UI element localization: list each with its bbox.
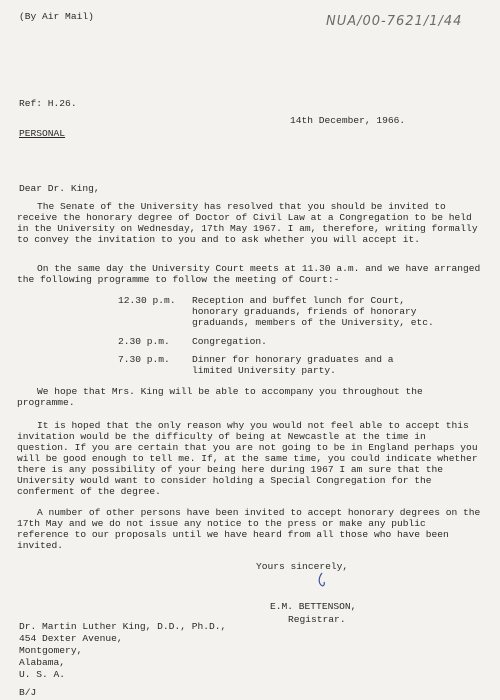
paragraph-mrs-king-text: We hope that Mrs. King will be able to accompany you throughout the programme. <box>17 386 423 408</box>
programme-item <box>118 336 488 348</box>
complimentary-close: Yours sincerely, <box>256 561 349 572</box>
paragraph-confidentiality <box>17 507 483 551</box>
programme-description: Reception and buffet lunch for Court, honorary graduands, friends of honorary graduands, members of the University, etc. <box>192 295 434 328</box>
recipient-country: U. S. A. <box>19 669 66 680</box>
personal-heading: PERSONAL <box>19 128 66 139</box>
signatory-name: E.M. BETTENSON, <box>270 601 357 612</box>
paragraph-court-meeting <box>17 263 483 285</box>
reference-line: Ref: H.26. <box>19 98 77 109</box>
air-mail-note: (By Air Mail) <box>19 11 94 22</box>
typist-initials: B/J <box>19 687 37 698</box>
programme-item <box>118 295 488 329</box>
programme-item <box>118 354 488 378</box>
paragraph-mrs-king <box>17 386 483 408</box>
recipient-street: 454 Dexter Avenue, <box>19 633 123 644</box>
paragraph-availability-text: It is hoped that the only reason why you would not feel able to accept this invitation would be the difficulty of being at Newcastle at the time in question. If you are certain that you are not going to be in England perhaps you will be good enough to tell me. If, at the same time, you could indicate whether there is any possibility of your being here during 1967 I am sure that the University would want to consider holding a Special Congregation for the conferment of the degree. <box>17 420 478 497</box>
letter-date: 14th December, 1966. <box>290 115 406 126</box>
signature-mark <box>314 571 332 589</box>
programme-description: Dinner for honorary graduates and a limited University party. <box>192 354 394 376</box>
paragraph-invitation-text: The Senate of the University has resolved that you should be invited to receive the honorary degree of Doctor of Civil Law at a Congregation to be held in the University on Wednesday, 17th May 1967. I am, therefore, writing formally to convey the invitation to you and to ask whether you will accept it. <box>17 201 478 245</box>
salutation: Dear Dr. King, <box>19 183 100 194</box>
archive-reference: NUA/00-7621/1/44 <box>326 14 463 29</box>
programme-time: 12.30 p.m. <box>118 295 176 306</box>
programme-time: 7.30 p.m. <box>118 354 170 365</box>
paragraph-court-meeting-text: On the same day the University Court meets at 11.30 a.m. and we have arranged the following programme to follow the meeting of Court:- <box>17 263 481 285</box>
programme-time: 2.30 p.m. <box>118 336 170 347</box>
recipient-state: Alabama, <box>19 657 66 668</box>
paragraph-confidentiality-text: A number of other persons have been invited to accept honorary degrees on the 17th May and we do not issue any notice to the press or make any public reference to our proposals until we have heard from all those who have been invited. <box>17 507 481 551</box>
recipient-city: Montgomery, <box>19 645 83 656</box>
recipient-name: Dr. Martin Luther King, D.D., Ph.D., <box>19 621 227 632</box>
programme-description: Congregation. <box>192 336 267 347</box>
signatory-title: Registrar. <box>288 614 346 625</box>
paragraph-availability <box>17 420 483 497</box>
paragraph-invitation <box>17 201 483 245</box>
